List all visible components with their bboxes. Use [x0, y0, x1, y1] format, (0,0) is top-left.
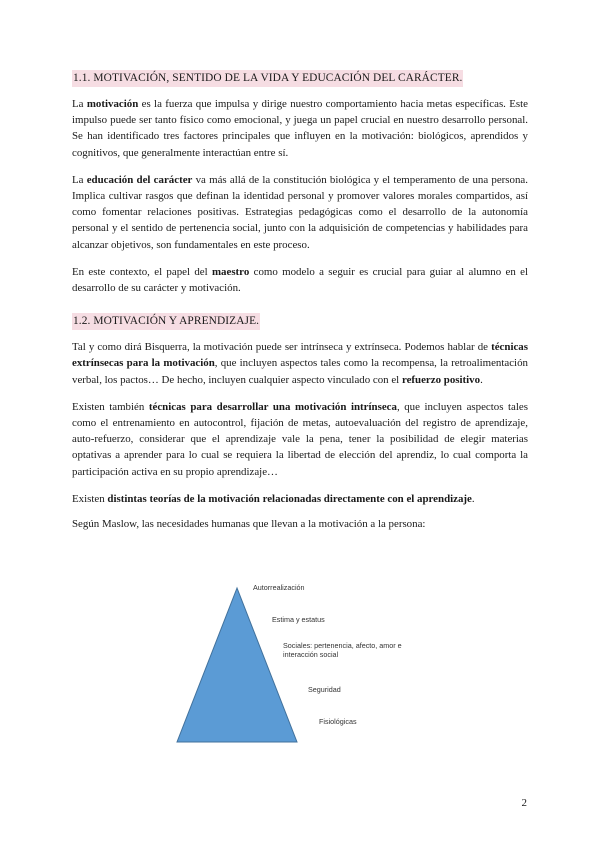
- bold-term-teorias: distintas teorías de la motivación relacionadas directamente con el aprendizaje: [107, 492, 472, 505]
- pyramid-level-5: Fisiológicas: [319, 717, 357, 726]
- bold-term-motivacion: motivación: [86, 98, 139, 110]
- text-run: Existen también: [72, 400, 149, 413]
- pyramid-level-4: Seguridad: [308, 685, 341, 694]
- text-run: , que incluyen aspectos tales como la recompensa, la retroalimentación verbal, los pactos… De hecho, incluyen cualquier aspecto vinculado con el: [72, 357, 528, 386]
- pyramid-level-1: Autorrealización: [253, 583, 305, 592]
- pyramid-triangle: [177, 588, 297, 742]
- text-run: .: [471, 492, 475, 505]
- text-run: , que incluyen aspectos tales como el entrenamiento en autocontrol, fijación de metas, autoevaluación del registro de aprendizaje, auto-refuerzo, considerar que el aprendizaje vale la pena, tener la posibilidad de elegir materias optativas a aprender para lo cual se requiera la libertad de elección del aprendiz, lo cual comporta la participación activa en su propio aprendizaje…: [72, 400, 528, 478]
- text-run: es la fuerza que impulsa y dirige nuestro comportamiento hacia metas específicas. Este impulso puede ser tanto físico como emocional, y juega un papel crucial en nuestro desarrollo personal. Se han identificado tres factores principales que influyen en la motivación: biológicos, aprendidos y cognitivos, que generalmente interactúan entre sí.: [72, 98, 528, 159]
- page-number: 2: [521, 797, 527, 809]
- bold-term-maestro: maestro: [211, 265, 250, 278]
- document-page: [72, 68, 528, 543]
- paragraph-educacion-caracter: [72, 172, 528, 253]
- paragraph-teorias: [72, 491, 528, 507]
- maslow-pyramid: [175, 580, 475, 750]
- bold-term-refuerzo-positivo: refuerzo positivo: [401, 373, 481, 386]
- text-run: La: [72, 173, 87, 186]
- bold-term-tecnicas-extrinsecas: técnicas extrínsecas para la motivación: [72, 341, 528, 370]
- section-heading-1-2: 1.2. MOTIVACIÓN Y APRENDIZAJE.: [72, 313, 260, 330]
- pyramid-level-3: Sociales: pertenencia, afecto, amor e interacción social: [283, 641, 402, 659]
- bold-term-educacion-caracter: educación del carácter: [86, 173, 193, 186]
- pyramid-level-2: Estima y estatus: [272, 615, 325, 624]
- section-heading-1-1: 1.1. MOTIVACIÓN, SENTIDO DE LA VIDA Y EDUCACIÓN DEL CARÁCTER.: [72, 70, 463, 87]
- text-run: va más allá de la constitución biológica y el temperamento de una persona. Implica cultivar rasgos que definan la identidad personal y promover valores morales compartidos, así como fomentar relaciones positivas. Estrategias pedagógicas como el desarrollo de la autonomía personal y el sentido de pertenencia social, junto con la adquisición de competencias y habilidades para alcanzar objetivos, son fundamentales en este proceso.: [72, 173, 528, 251]
- text-run: Existen: [72, 492, 108, 505]
- text-run: La: [72, 98, 87, 110]
- text-run: Tal y como dirá Bisquerra, la motivación puede ser intrínseca y extrínseca. Podemos hablar de: [72, 341, 492, 354]
- paragraph-maestro: [72, 264, 528, 296]
- paragraph-motivacion: [72, 96, 528, 161]
- text-run: .: [480, 373, 483, 386]
- paragraph-tecnicas-extrinsecas: [72, 339, 528, 388]
- text-run: En este contexto, el papel del: [72, 265, 212, 278]
- paragraph-maslow: Según Maslow, las necesidades humanas que llevan a la motivación a la persona:: [72, 518, 426, 531]
- paragraph-tecnicas-intrinsecas: [72, 399, 528, 480]
- text-run: como modelo a seguir es crucial para guiar al alumno en el desarrollo de su carácter y motivación.: [72, 265, 528, 295]
- bold-term-tecnicas-intrinsecas: técnicas para desarrollar una motivación intrínseca: [148, 400, 397, 413]
